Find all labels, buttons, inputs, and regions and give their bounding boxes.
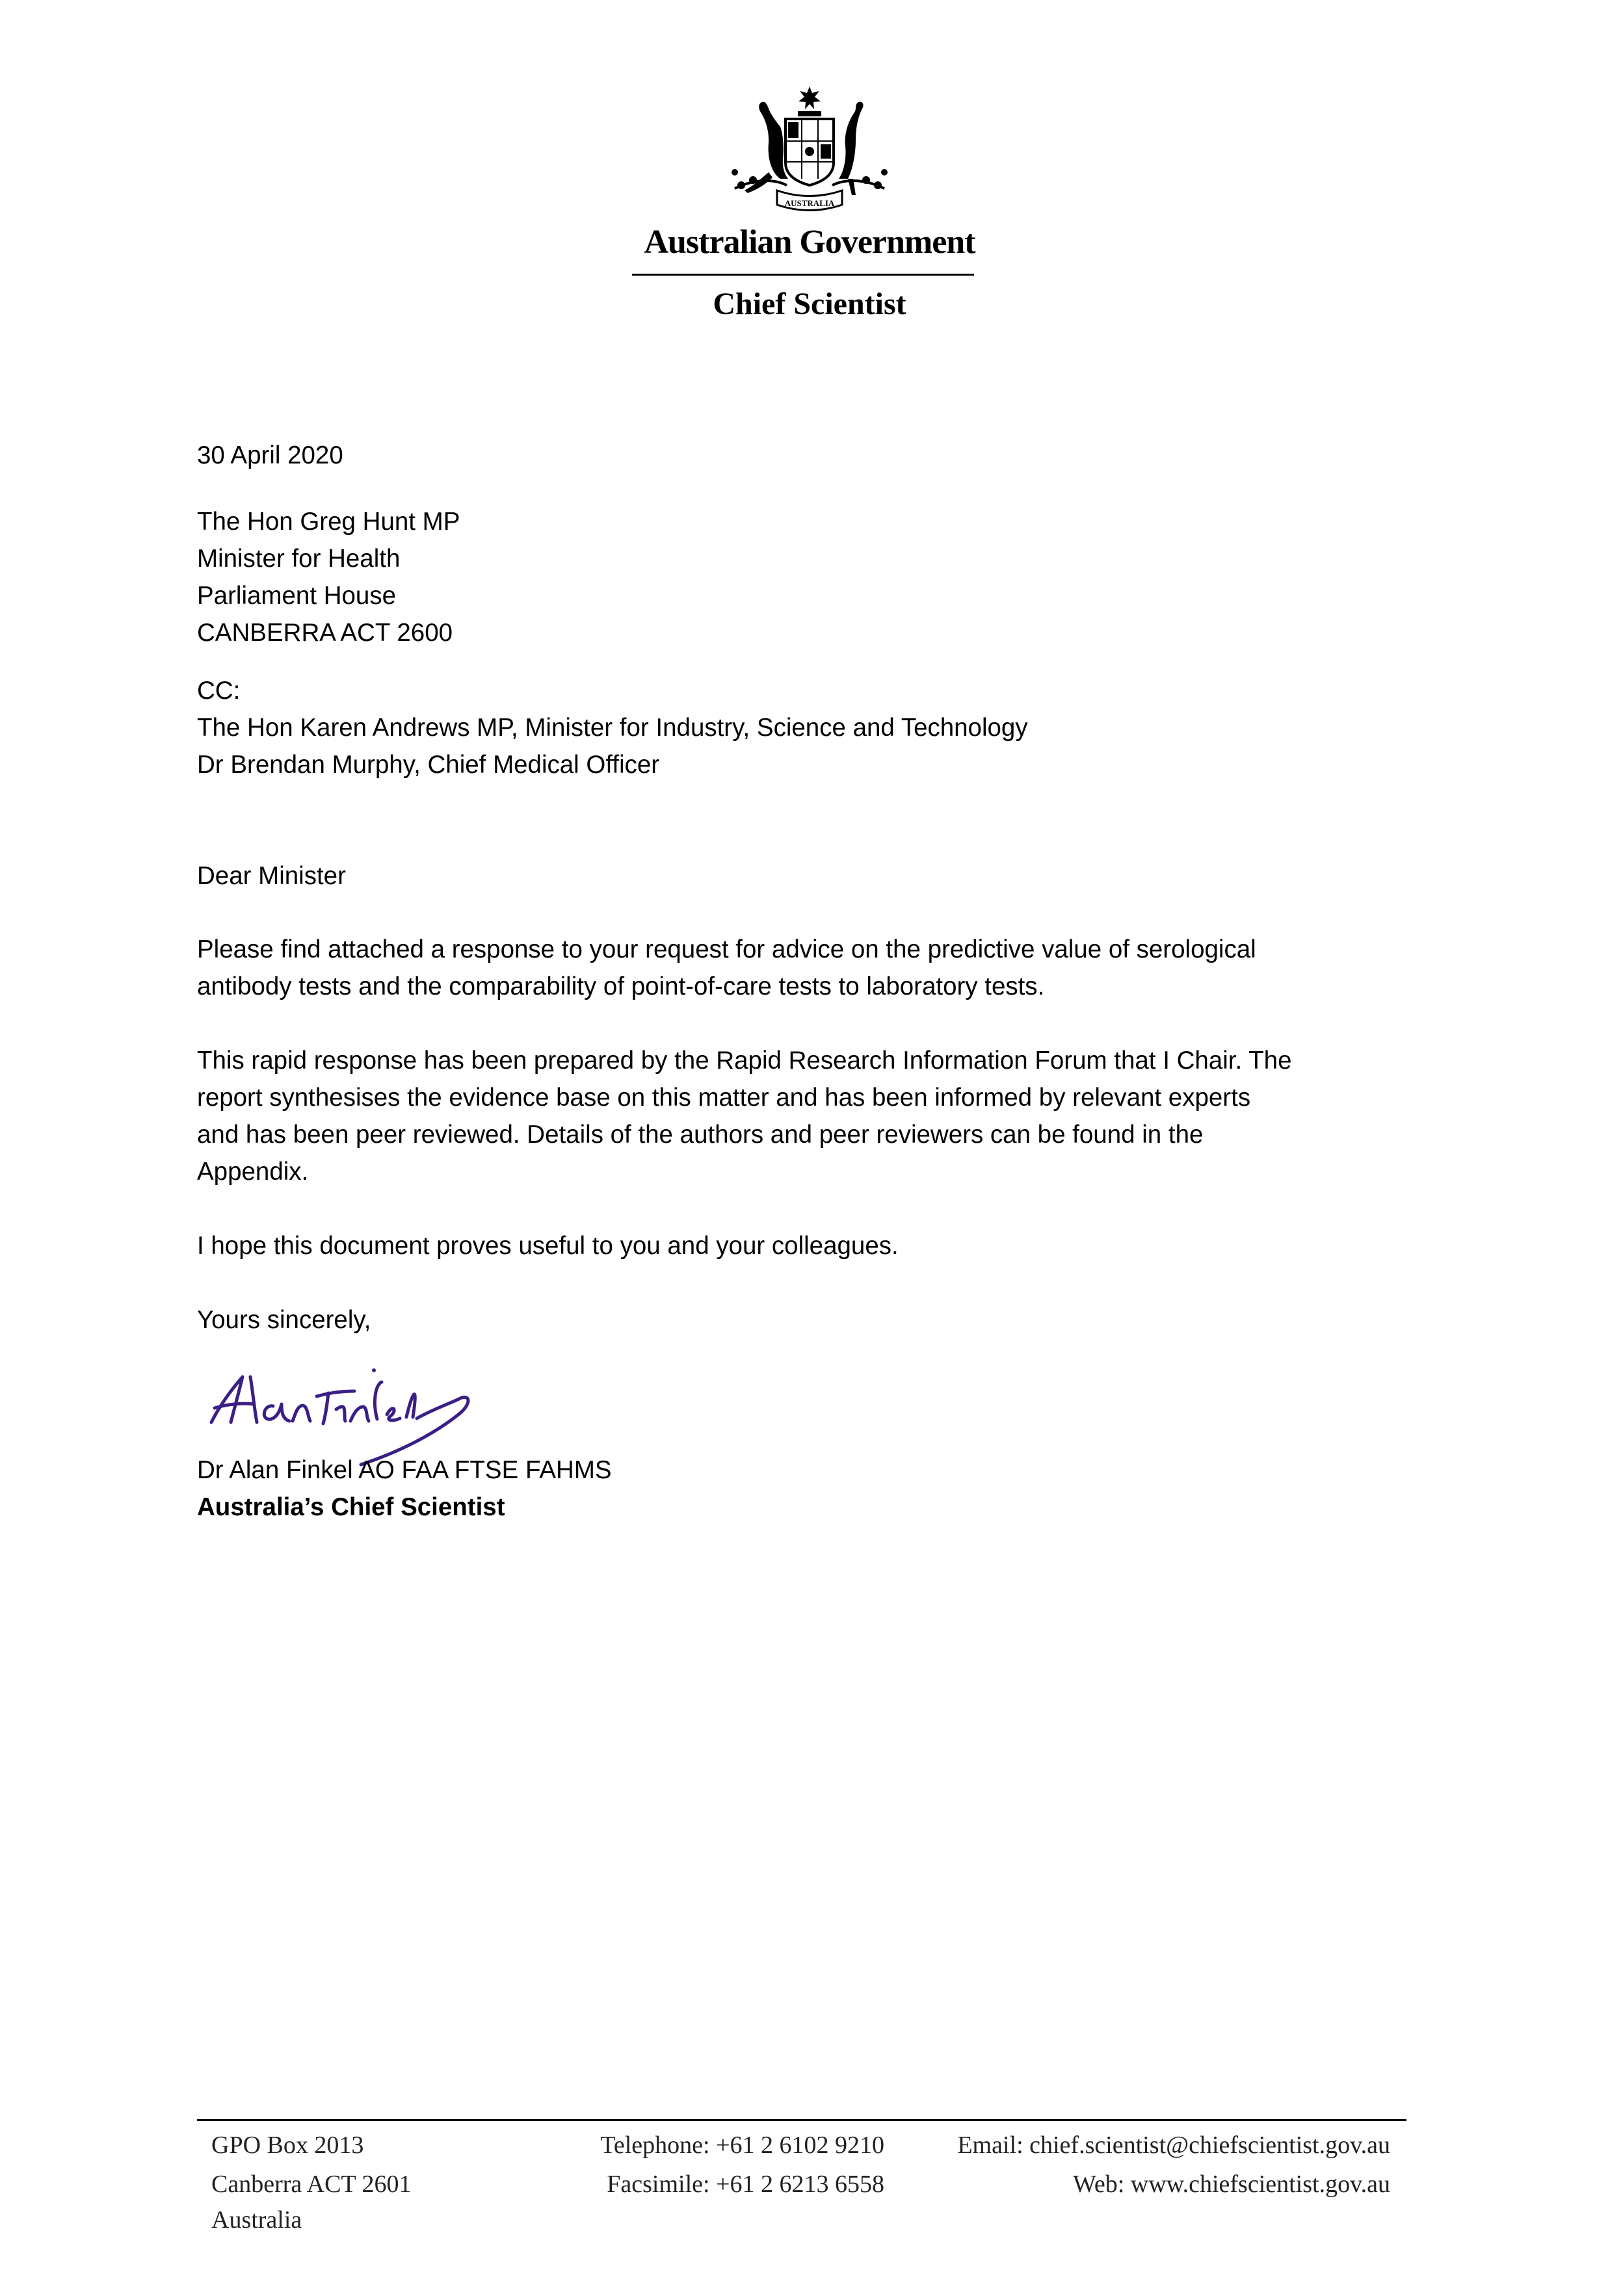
footer-email: Email: chief.scientist@chiefscientist.gov.au: [957, 2132, 1390, 2159]
recipient-address-line1: Parliament House: [197, 582, 397, 610]
footer-postal-line3: Australia: [211, 2206, 302, 2234]
footer-postal-line2: Canberra ACT 2601: [211, 2171, 412, 2198]
cc-label: CC:: [197, 677, 241, 705]
footer-divider: [197, 2119, 1406, 2121]
letter-date: 30 April 2020: [197, 441, 343, 469]
body-line: antibody tests and the comparability of point-of-care tests to laboratory tests.: [197, 972, 1045, 1000]
body-line: This rapid response has been prepared by the Rapid Research Information Forum that I Chair. The: [197, 1047, 1292, 1075]
salutation: Dear Minister: [197, 862, 346, 890]
commonwealth-coat-of-arms-icon: [715, 81, 904, 224]
recipient-title: Minister for Health: [197, 545, 401, 573]
cc-line: The Hon Karen Andrews MP, Minister for Industry, Science and Technology: [197, 714, 1028, 742]
letterhead-divider: [632, 274, 974, 276]
crest-motto: AUSTRALIA: [784, 198, 835, 208]
footer-facsimile: Facsimile: +61 2 6213 6558: [607, 2171, 884, 2198]
body-line: Please find attached a response to your request for advice on the predictive value of serological: [197, 935, 1256, 963]
letterhead-organisation: Australian Government: [644, 224, 975, 261]
footer-telephone: Telephone: +61 2 6102 9210: [600, 2132, 884, 2159]
recipient-name: The Hon Greg Hunt MP: [197, 508, 460, 536]
body-line: report synthesises the evidence base on this matter and has been informed by relevant experts: [197, 1084, 1251, 1112]
body-line: Appendix.: [197, 1158, 309, 1186]
signatory-name: Dr Alan Finkel AO FAA FTSE FAHMS: [197, 1456, 612, 1484]
body-paragraph-3: I hope this document proves useful to you and your colleagues.: [197, 1232, 899, 1260]
footer-postal-line1: GPO Box 2013: [211, 2132, 364, 2159]
cc-line: Dr Brendan Murphy, Chief Medical Officer: [197, 751, 660, 779]
closing: Yours sincerely,: [197, 1306, 371, 1334]
footer-web: Web: www.chiefscientist.gov.au: [1073, 2171, 1390, 2198]
body-line: and has been peer reviewed. Details of the authors and peer reviewers can be found in the: [197, 1121, 1204, 1149]
signatory-title: Australia’s Chief Scientist: [197, 1493, 505, 1521]
letterhead-department: Chief Scientist: [713, 287, 906, 321]
recipient-address-line2: CANBERRA ACT 2600: [197, 619, 453, 647]
